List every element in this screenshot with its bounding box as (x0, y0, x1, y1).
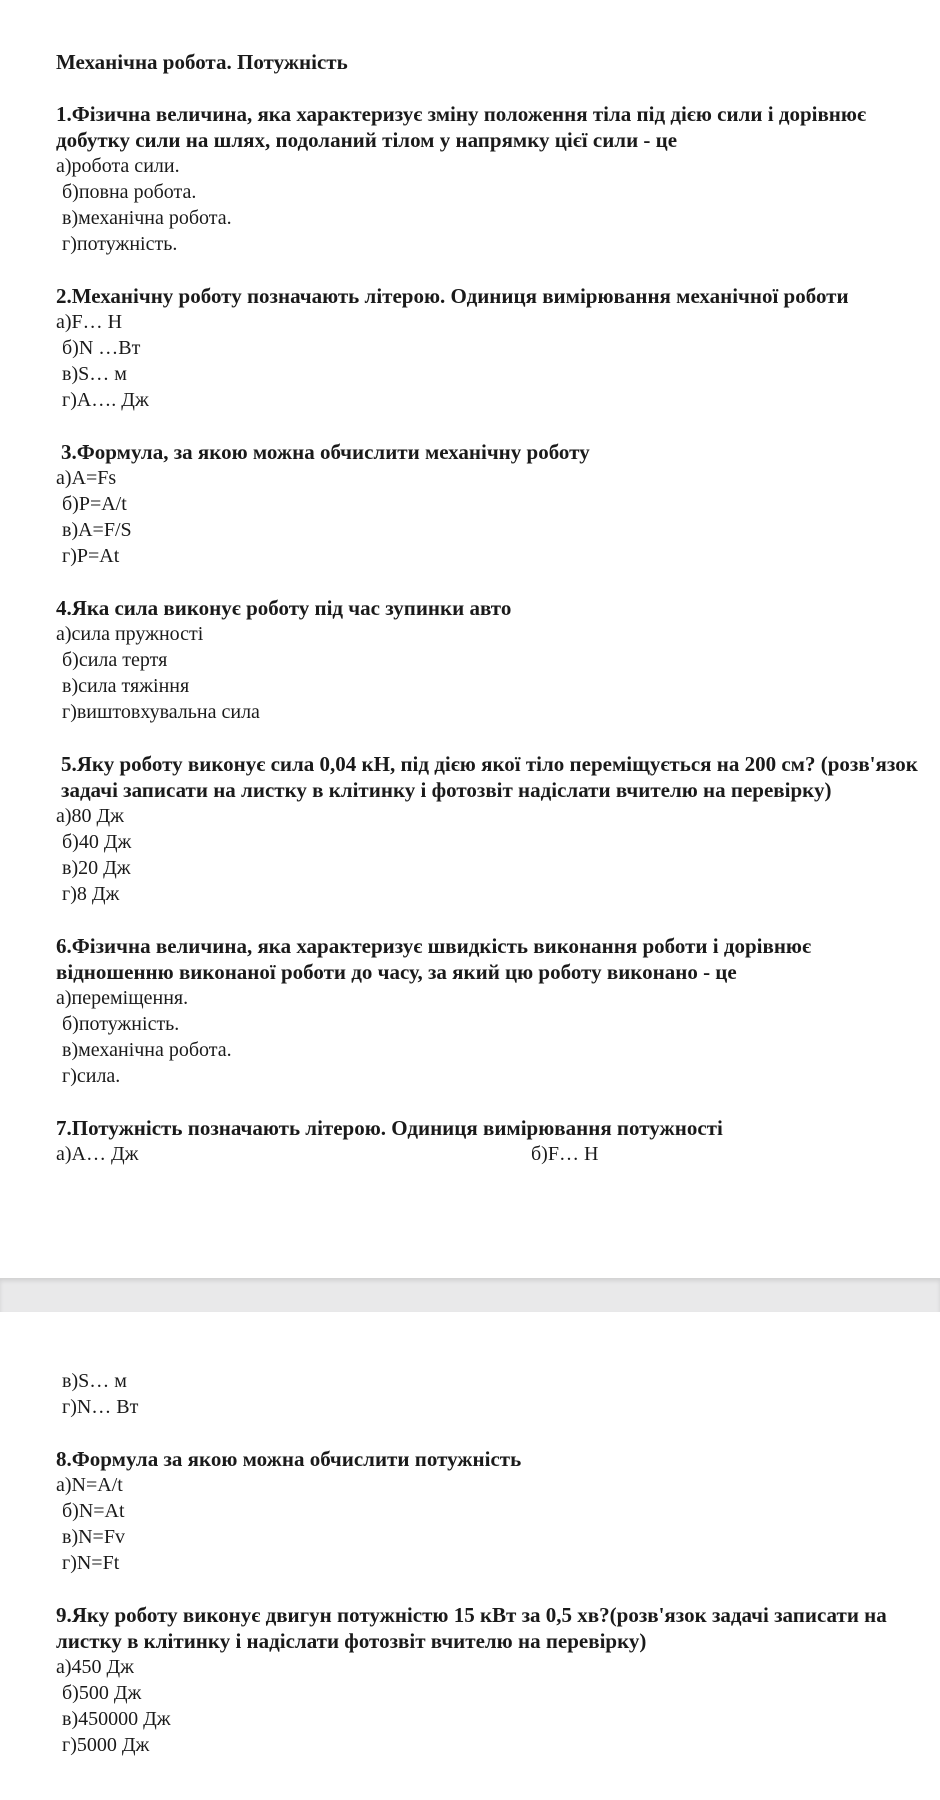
question-text: 5.Яку роботу виконує сила 0,04 кН, під дією якої тіло переміщується на 200 см? (розв'язок задачі записати на листку в клітинку і фотозвіт надіслати вчителю на перевірку) (61, 752, 918, 802)
option-d: г)сила. (62, 1065, 121, 1087)
option-c: в)механічна робота. (62, 1039, 232, 1061)
option-b: б)N=At (62, 1500, 125, 1522)
question-4 (56, 595, 930, 725)
option-d: г)виштовхувальна сила (62, 701, 260, 723)
question-6 (56, 933, 930, 1089)
option-c: в)450000 Дж (62, 1708, 171, 1730)
option-d: г)P=At (62, 545, 120, 567)
option-b: б)40 Дж (62, 831, 132, 853)
option-c: в)20 Дж (62, 857, 131, 879)
option-a: а)450 Дж (56, 1656, 134, 1678)
option-a: а)А… Дж (56, 1143, 139, 1165)
option-d: г)5000 Дж (62, 1734, 150, 1756)
option-b: б)P=A/t (62, 493, 127, 515)
document-page-2 (0, 1312, 940, 1800)
question-text: 1.Фізична величина, яка характеризує зміну положення тіла під дією сили і дорівнює добутку сили на шлях, подоланий тілом у напрямку цієї сили - це (56, 102, 867, 152)
question-3 (56, 439, 930, 569)
option-c: в)механічна робота. (62, 207, 232, 229)
question-text: 7.Потужність позначають літерою. Одиниця вимірювання потужності (56, 1116, 723, 1140)
options-row (56, 1141, 930, 1167)
page-separator (0, 1278, 940, 1312)
question-text: 9.Яку роботу виконує двигун потужністю 15 кВт за 0,5 хв?(розв'язок задачі записати на листку в клітинку і надіслати фотозвіт вчителю на перевірку) (56, 1603, 887, 1653)
option-d: г)А…. Дж (62, 389, 149, 411)
option-a: а)80 Дж (56, 805, 124, 827)
option-c: в)S… м (62, 1370, 127, 1392)
question-2 (56, 283, 930, 413)
option-c: в)A=F/S (62, 519, 132, 541)
option-a: а)робота сили. (56, 155, 180, 177)
option-a: а)A=Fs (56, 467, 117, 489)
question-text: 3.Формула, за якою можна обчислити механічну роботу (61, 440, 590, 464)
option-d: г)8 Дж (62, 883, 120, 905)
question-text: 4.Яка сила виконує роботу під час зупинки авто (56, 596, 512, 620)
option-c: в)N=Fv (62, 1526, 125, 1548)
option-d: г)потужність. (62, 233, 178, 255)
question-5 (56, 751, 930, 907)
option-b: б)N …Вт (62, 337, 141, 359)
option-a: а)переміщення. (56, 987, 189, 1009)
option-b: б)повна робота. (62, 181, 197, 203)
question-1 (56, 101, 930, 257)
option-b: б)потужність. (62, 1013, 180, 1035)
option-a: а)сила пружності (56, 623, 204, 645)
question-8 (56, 1446, 930, 1576)
question-9 (56, 1602, 930, 1758)
option-b: б)сила тертя (62, 649, 168, 671)
option-b: б)F… Н (531, 1143, 599, 1165)
question-text: 6.Фізична величина, яка характеризує швидкість виконання роботи і дорівнює відношенню виконаної роботи до часу, за який цю роботу виконано - це (56, 934, 812, 984)
question-7 (56, 1115, 930, 1167)
option-b: б)500 Дж (62, 1682, 142, 1704)
option-c: в)сила тяжіння (62, 675, 190, 697)
option-c: в)S… м (62, 363, 127, 385)
question-7-continued (56, 1368, 930, 1420)
option-a: а)N=A/t (56, 1474, 123, 1496)
option-a: а)F… Н (56, 311, 123, 333)
question-text: 2.Механічну роботу позначають літерою. Одиниця вимірювання механічної роботи (56, 284, 849, 308)
page-2-content (56, 1368, 930, 1784)
option-d: г)N=Ft (62, 1552, 120, 1574)
page-1-content (56, 49, 930, 1193)
question-text: 8.Формула за якою можна обчислити потужність (56, 1447, 522, 1471)
option-d: г)N… Вт (62, 1396, 139, 1418)
document-title: Механічна робота. Потужність (56, 50, 348, 74)
